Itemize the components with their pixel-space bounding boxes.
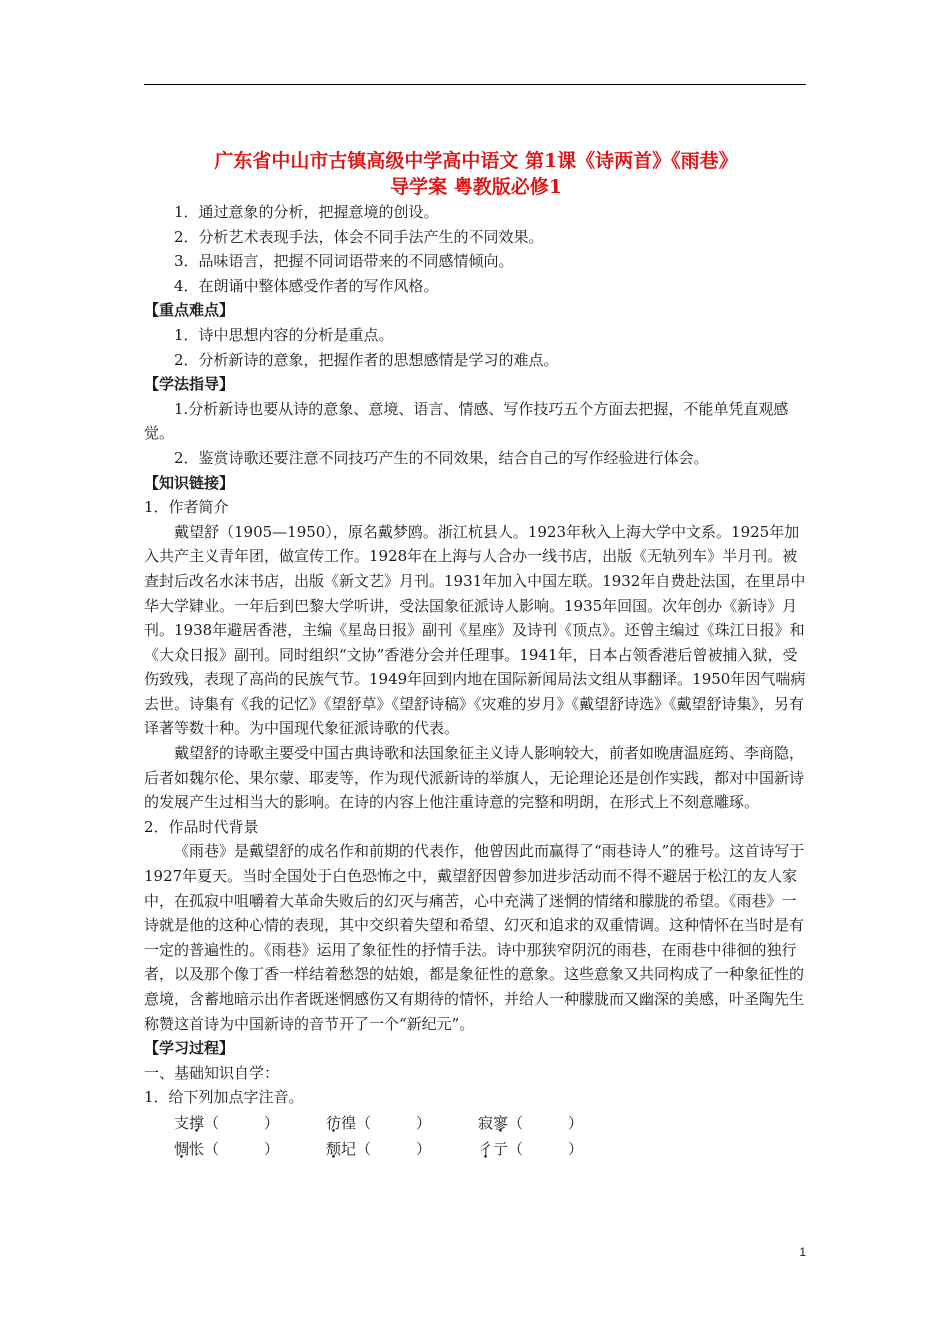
page-number: 1 [799, 1245, 806, 1259]
objective-1: 1．通过意象的分析，把握意境的创设。 [174, 203, 439, 221]
pinyin-item[interactable]: 颓圮（ ） [326, 1139, 432, 1158]
background-heading: 2．作品时代背景 [144, 817, 259, 836]
background-paragraph: 《雨巷》是戴望舒的成名作和前期的代表作，他曾因此而赢得了“雨巷诗人”的雅号。这首诗写于1927年夏天。当时全国处于白色恐怖之中，戴望舒因曾参加进步活动而不得不避居于松江的友人家中，在孤寂中咀嚼着大革命失败后的幻灭与痛苦，心中充满了迷惘的情绪和朦胧的希望。《雨巷》一诗就是他的这种心情的表现，其中交织着失望和希望、幻灭和追求的双重情调。这种情怀在当时是有一定的普遍性的。《雨巷》运用了象征性的抒情手法。诗中那狭窄阴沉的雨巷，在雨巷中徘徊的独行者，以及那个像丁香一样结着愁怨的姑娘，都是象征性的意象。这些意象又共同构成了一种象征性的意境，含蓄地暗示出作者既迷惘感伤又有期待的情怀，并给人一种朦胧而又幽深的美感，叶圣陶先生称赞这首诗为中国新诗的音节开了一个“新纪元”。 [144, 842, 805, 1033]
objective-4: 4．在朗诵中整体感受作者的写作风格。 [174, 276, 439, 295]
title-line-2: 导学案 粤教版必修1 [390, 176, 562, 198]
process-heading: 【学习过程】 [144, 1039, 235, 1058]
header-rule [144, 84, 806, 85]
author-paragraph-2: 戴望舒的诗歌主要受中国古典诗歌和法国象征主义诗人影响较大，前者如晚唐温庭筠、李商隐，后者如魏尔伦、果尔蒙、耶麦等，作为现代派新诗的举旗人，无论理论还是创作实践，都对中国新诗的发展产生过相当大的影响。在诗的内容上他注重诗意的完整和明朗，在形式上不刻意雕琢。 [144, 744, 805, 812]
pinyin-item[interactable]: 彷徨（ ） [326, 1113, 432, 1132]
title-line-1: 广东省中山市古镇高级中学高中语文 第1课《诗两首》《雨巷》 [214, 150, 738, 172]
pinyin-item[interactable]: 寂寥（ ） [478, 1113, 584, 1132]
document-title [144, 148, 808, 200]
pinyin-item[interactable]: 支撑（ ） [174, 1113, 280, 1132]
author-heading: 1．作者简介 [144, 498, 229, 517]
pinyin-item[interactable]: 惆怅（ ） [174, 1139, 280, 1158]
objective-3: 3．品味语言，把握不同词语带来的不同感情倾向。 [174, 252, 514, 271]
pinyin-item[interactable]: 彳亍（ ） [478, 1139, 584, 1158]
method-heading: 【学法指导】 [144, 375, 235, 394]
objective-2: 2．分析艺术表现手法，体会不同手法产生的不同效果。 [174, 227, 544, 246]
document-body [144, 148, 808, 1162]
key-point-2: 2．分析新诗的意象，把握作者的思想感情是学习的难点。 [174, 350, 559, 369]
pinyin-row-1 [144, 1110, 808, 1136]
knowledge-heading: 【知识链接】 [144, 473, 235, 492]
method-2: 2．鉴赏诗歌还要注意不同技巧产生的不同效果，结合自己的写作经验进行体会。 [174, 448, 709, 467]
process-part-1: 一、基础知识自学： [144, 1063, 280, 1082]
pinyin-row-2 [144, 1136, 808, 1162]
key-points-heading: 【重点难点】 [144, 301, 235, 320]
method-1: 1.分析新诗也要从诗的意象、意境、语言、情感、写作技巧五个方面去把握，不能单凭直观感觉。 [144, 399, 789, 443]
key-point-1: 1．诗中思想内容的分析是重点。 [174, 325, 394, 344]
author-paragraph-1: 戴望舒（1905—1950），原名戴梦鸥。浙江杭县人。1923年秋入上海大学中文系。1925年加入共产主义青年团，做宣传工作。1928年在上海与人合办一线书店，出版《无轨列车》半月刊。被查封后改名水沫书店，出版《新文艺》月刊。1931年加入中国左联。1932年自费赴法国，在里昂中华大学肄业。一年后到巴黎大学听讲，受法国象征派诗人影响。1935年回国。次年创办《新诗》月刊。1938年避居香港，主编《星岛日报》副刊《星座》及诗刊《顶点》。还曾主编过《珠江日报》和《大众日报》副刊。同时组织“文协”香港分会并任理事。1941年，日本占领香港后曾被捕入狱，受伤致残，表现了高尚的民族气节。1949年回到内地在国际新闻局法文组从事翻译。1950年因气喘病去世。诗集有《我的记忆》《望舒草》《望舒诗稿》《灾难的岁月》《戴望舒诗选》《戴望舒诗集》，另有译著等数十种。为中国现代象征派诗歌的代表。 [144, 522, 806, 738]
process-task-1: 1．给下列加点字注音。 [144, 1088, 304, 1107]
